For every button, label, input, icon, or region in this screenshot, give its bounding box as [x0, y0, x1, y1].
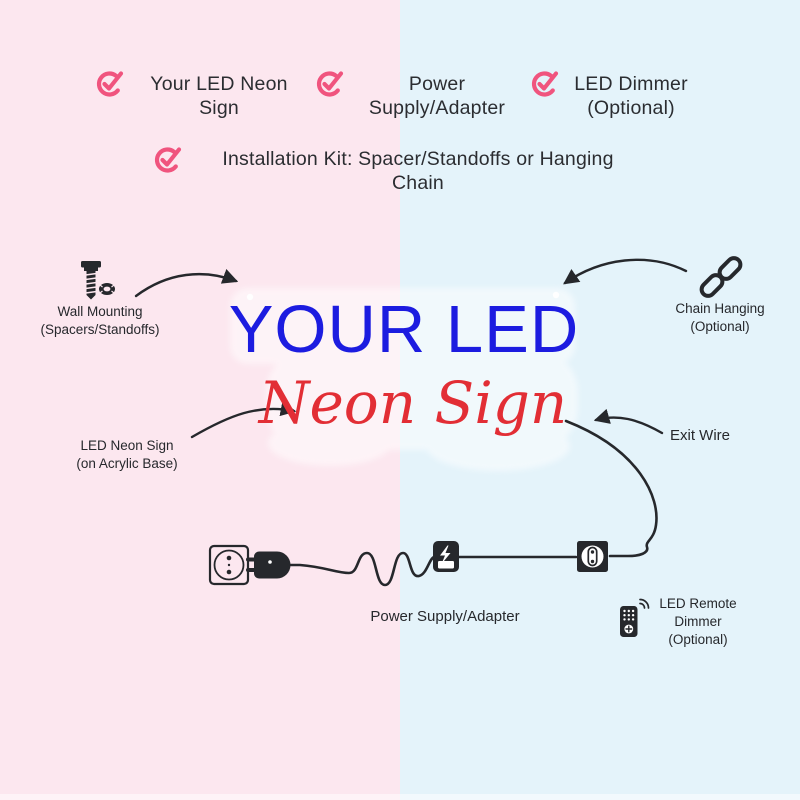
label-line: LED Remote: [659, 596, 737, 611]
label-led-remote-dimmer: [640, 595, 756, 649]
checklist-item-line: Your LED Neon: [150, 73, 288, 95]
checklist-item-line: Chain: [392, 172, 444, 194]
checklist-item-line: Supply/Adapter: [368, 97, 506, 119]
checklist-item-line: LED Dimmer: [574, 73, 688, 95]
arrow-chain-hanging: [565, 260, 686, 283]
checklist-item-line: Installation Kit: Spacer/Standoffs or Hanging: [222, 148, 614, 170]
checklist-item-power-supply: [352, 72, 522, 120]
wall-outlet-icon: [210, 546, 248, 584]
power-adapter-icon: [433, 541, 459, 572]
wire-exit: [566, 421, 656, 556]
label-line: (on Acrylic Base): [76, 456, 178, 471]
checklist-item-dimmer: [555, 72, 707, 120]
checklist-item-neon-sign: [133, 72, 305, 120]
checklist-item-line: Power: [408, 73, 466, 95]
wire-plug-to-adapter: [290, 553, 434, 585]
screw-icon: [81, 261, 101, 300]
label-line: (Spacers/Standoffs): [40, 322, 160, 337]
label-line: (Optional): [668, 632, 728, 647]
inline-dimmer-icon: [577, 541, 608, 572]
arrow-exit-wire: [596, 418, 662, 433]
label-chain-hanging: [640, 300, 800, 336]
check-circle-icon: [154, 144, 184, 174]
checklist-item-line: Sign: [199, 97, 239, 119]
check-circle-icon: [96, 68, 126, 98]
check-circle-icon: [316, 68, 346, 98]
label-line: Wall Mounting: [57, 304, 143, 319]
power-plug-icon: [246, 552, 291, 579]
checklist-item-line: (Optional): [587, 97, 675, 119]
label-wall-mounting: [18, 303, 182, 339]
checklist-item-installation-kit: [192, 147, 644, 195]
label-power-supply-adapter: Power Supply/Adapter: [370, 608, 520, 625]
label-line: LED Neon Sign: [80, 438, 174, 453]
arrow-wall-mounting: [136, 274, 236, 296]
sign-text-your-led: YOUR LED: [228, 292, 580, 367]
label-line: Chain Hanging: [675, 301, 765, 316]
nut-icon: [99, 283, 115, 295]
label-led-neon-sign: [42, 437, 212, 473]
label-line: (Optional): [690, 319, 750, 334]
sign-text-neon-sign: Neon Sign: [258, 369, 568, 437]
chain-link-icon: [699, 255, 743, 298]
label-exit-wire: Exit Wire: [670, 427, 730, 444]
label-line: Dimmer: [674, 614, 722, 629]
bottom-fade-strip: [0, 794, 800, 800]
